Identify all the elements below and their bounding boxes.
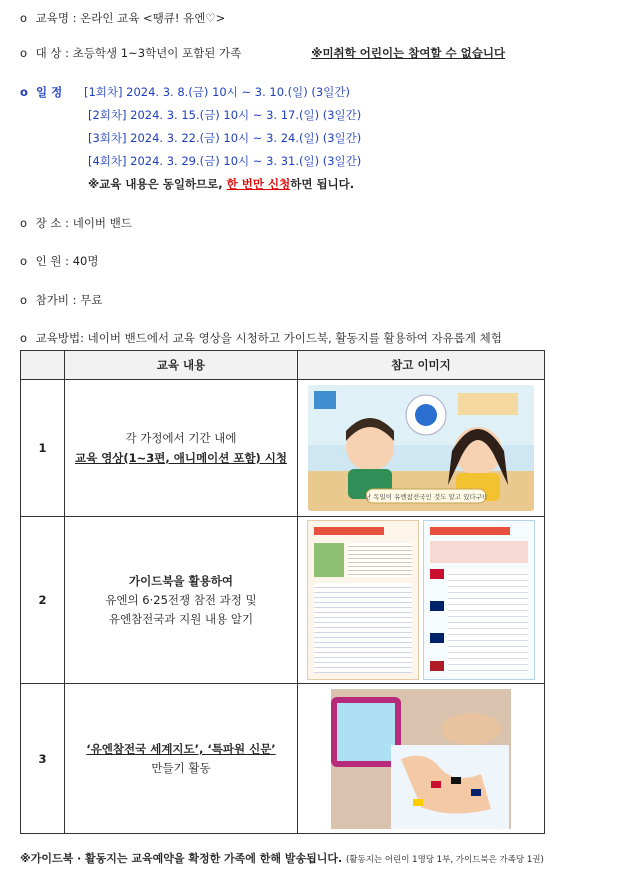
people-line	[20, 253, 98, 269]
place-line	[20, 215, 132, 231]
speech-caption: 난 독일이 유엔참전국인 것도 알고 있다구!!	[364, 493, 488, 501]
header-empty	[21, 351, 65, 380]
row-line: ‘유엔참전국 세계지도’, ‘특파원 신문’	[86, 742, 276, 756]
fee-line	[20, 292, 102, 308]
footer-main: ※가이드북 · 활동지는 교육예약을 확정한 가족에 한해 발송됩니다.	[20, 852, 343, 865]
row-line: 유엔의 6·25전쟁 참전 과정 및	[105, 593, 257, 607]
row-line: 만들기 활동	[151, 761, 211, 775]
bullet: o	[20, 254, 28, 268]
education-table	[20, 350, 545, 834]
bullet: o	[20, 331, 28, 345]
guidebook-page-left	[307, 520, 419, 680]
edu-name: 교육명 : 온라인 교육 <땡큐! 유엔♡>	[35, 11, 226, 25]
animation-still-image	[308, 385, 534, 511]
schedule-3: [3회차] 2024. 3. 22.(금) 10시 ~ 3. 24.(일) (3일간)	[88, 131, 362, 145]
row-content	[65, 517, 298, 684]
schedule-label: 일 정	[36, 85, 63, 99]
cartoon-illustration	[308, 385, 534, 511]
row-content	[65, 380, 298, 517]
row-content	[65, 684, 298, 834]
target-line	[20, 45, 505, 61]
edu-name-line	[20, 10, 225, 26]
target-text: 대 상 : 초등학생 1~3학년이 포함된 가족	[35, 46, 242, 60]
row-number: 3	[21, 684, 65, 834]
schedule-note-pre: ※교육 내용은 동일하므로,	[88, 177, 227, 191]
row-image-cell	[298, 517, 545, 684]
schedule-2: [2회차] 2024. 3. 15.(금) 10시 ~ 3. 17.(일) (3일간)	[88, 108, 362, 122]
footer-small: (활동지는 어린이 1명당 1부, 가이드북은 가족당 1권)	[345, 855, 544, 865]
fee-text: 참가비 : 무료	[35, 293, 103, 307]
world-map-activity	[331, 689, 511, 829]
table-row	[21, 684, 545, 834]
schedule-note	[88, 176, 354, 192]
row-line: 각 가정에서 기간 내에	[125, 431, 237, 445]
header-image: 참고 이미지	[298, 351, 545, 380]
method-line	[20, 330, 502, 346]
bullet: o	[20, 46, 28, 60]
table-row	[21, 517, 545, 684]
guidebook-page-right	[423, 520, 535, 680]
method-text: 교육방법: 네이버 밴드에서 교육 영상을 시청하고 가이드북, 활동지를 활용하여 자유롭게 체험	[35, 331, 502, 345]
row-image-cell	[298, 684, 545, 834]
bullet: o	[20, 216, 28, 230]
row-number: 2	[21, 517, 65, 684]
bullet: o	[20, 11, 28, 25]
target-note: ※미취학 어린이는 참여할 수 없습니다	[311, 46, 506, 60]
bullet: o	[20, 85, 28, 99]
row-image-cell	[298, 380, 545, 517]
guidebook-pages-image	[307, 520, 535, 680]
header-content: 교육 내용	[65, 351, 298, 380]
row-line: 가이드북을 활용하여	[129, 574, 233, 588]
row-number: 1	[21, 380, 65, 517]
row-line: 유엔참전국과 지원 내용 알기	[108, 612, 254, 626]
table-row	[21, 380, 545, 517]
footer-note	[20, 850, 544, 866]
people-text: 인 원 : 40명	[35, 254, 99, 268]
activity-photo	[331, 689, 511, 829]
row-line: 교육 영상(1~3편, 애니메이션 포함) 시청	[74, 451, 288, 465]
schedule-note-post: 하면 됩니다.	[290, 177, 355, 191]
schedule-label-line	[20, 84, 62, 100]
schedule-1: [1회차] 2024. 3. 8.(금) 10시 ~ 3. 10.(일) (3일간)	[84, 85, 350, 99]
schedule-note-highlight: 한 번만 신청	[226, 177, 291, 191]
place-text: 장 소 : 네이버 밴드	[35, 216, 132, 230]
bullet: o	[20, 293, 28, 307]
schedule-4: [4회차] 2024. 3. 29.(금) 10시 ~ 3. 31.(일) (3일간)	[88, 154, 362, 168]
